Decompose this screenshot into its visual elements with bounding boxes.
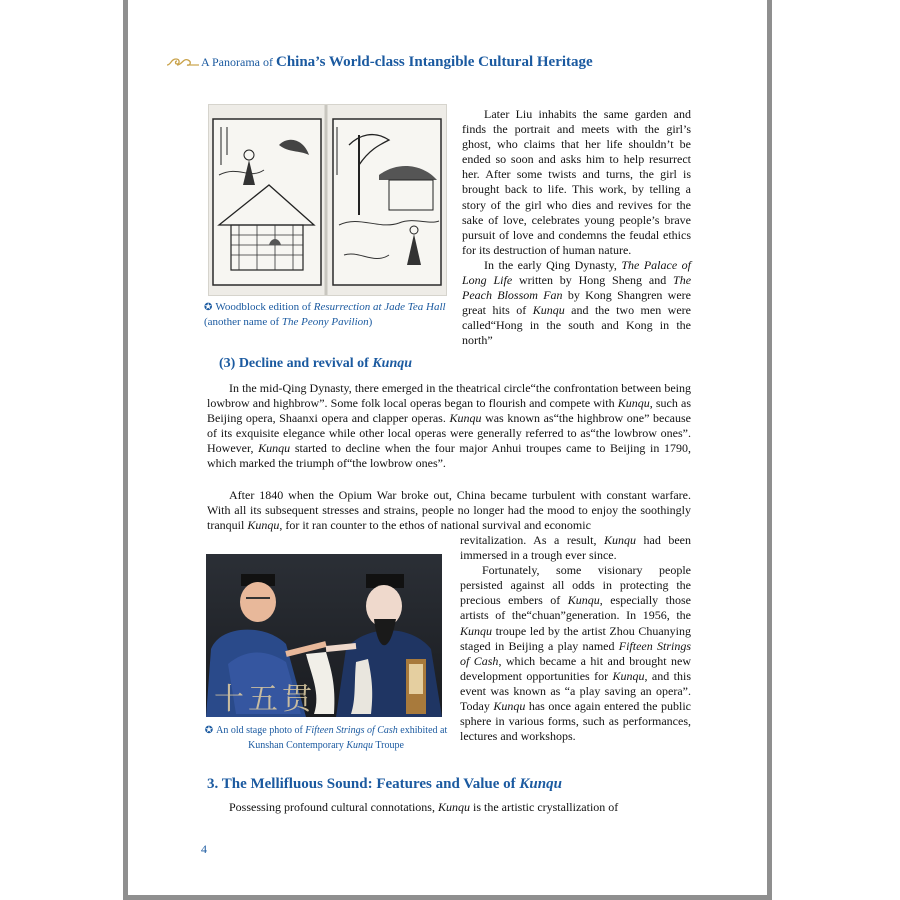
caption-bullet-icon: ✪ xyxy=(204,725,214,736)
figure-caption-woodblock: ✪ Woodblock edition of Resurrection at Jade Tea Hall (another name of The Peony Pavilion) xyxy=(204,301,446,328)
title-calligraphy-overlay: 十五贯 xyxy=(214,682,316,717)
stage-photo-image xyxy=(206,554,442,717)
cloud-ornament-icon xyxy=(165,55,199,69)
paragraph-1840-continued: revitalization. As a result, Kunqu had been immersed in a trough ever since. xyxy=(460,533,692,563)
paragraph-qing: In the early Qing Dynasty, The Palace of Long Life written by Hong Sheng and The Peach Blossom Fan by Kong Shangren were great hits of Kunqu and the two men were called“Hong in the south and Kong in the north” xyxy=(462,257,692,348)
figure-caption-stage-photo: ✪ An old stage photo of Fifteen Strings of Cash exhibited at Kunshan Contemporary Kunqu Troupe xyxy=(204,725,448,751)
section-heading-decline: (3) Decline and revival of Kunqu xyxy=(219,356,413,371)
woodblock-print-image xyxy=(208,104,447,296)
page-border-right xyxy=(767,0,772,900)
header-title: China’s World-class Intangible Cultural Heritage xyxy=(275,53,593,70)
paragraph-1840: After 1840 when the Opium War broke out, China became turbulent with constant warfare. With all its subsequent stresses and strains, people no longer had the mood to enjoy the soothingly tranquil Kunqu, for it ran counter to the ethos of national survival and economic xyxy=(207,488,691,533)
running-header xyxy=(165,52,593,72)
header-prefix: A Panorama of xyxy=(201,54,273,69)
caption-bullet-icon: ✪ xyxy=(204,302,213,313)
chapter-heading-features: 3. The Mellifluous Sound: Features and Value of Kunqu xyxy=(207,776,562,792)
text-column-right-bottom xyxy=(460,533,691,744)
paragraph-mid-qing: In the mid-Qing Dynasty, there emerged in the theatrical circle“the confrontation between being lowbrow and highbrow”. Some folk local operas began to flourish and compete with Kunqu, such as Beijing opera, Shaanxi opera and clapper operas. Kunqu was known as“the highbrow one” because of its exquisite elegance while other local operas were generally referred to as“the lowbrow ones”. However, Kunqu started to decline when the four major Anhui troupes came to Beijing in 1790, which marked the triumph of“the lowbrow ones”. xyxy=(207,381,692,471)
paragraph-liu: Later Liu inhabits the same garden and finds the portrait and meets with the girl’s ghost, who claims that her life shouldn’t be ended so soon and asks him to help resurrect her. After some twists and turns, the girl is brought back to life. This work, by telling a story of the girl who dies and revives for the sake of love, celebrates young people’s brave pursuit of love and condemns the feudal ethics for its destruction of human nature. xyxy=(462,107,691,257)
page-border-bottom xyxy=(123,895,772,900)
document-page xyxy=(128,0,767,895)
paragraph-last: Possessing profound cultural connotations, Kunqu is the artistic crystallization of xyxy=(229,800,619,814)
text-column-right-top xyxy=(462,107,691,349)
page-margin-left xyxy=(0,0,127,900)
paragraph-fortunately: Fortunately, some visionary people persisted against all odds in protecting the precious embers of Kunqu, especially those artists of the“chuan”generation. In 1956, the Kunqu troupe led by the artist Zhou Chuanying staged in Beijing a play named Fifteen Strings of Cash, which became a hit and brought new development opportunities for Kunqu, and this event was known as “a play saving an opera”. Today Kunqu has once again entered the public sphere in various forms, such as performances, lectures and workshops. xyxy=(460,563,692,744)
page-number: 4 xyxy=(201,842,207,856)
